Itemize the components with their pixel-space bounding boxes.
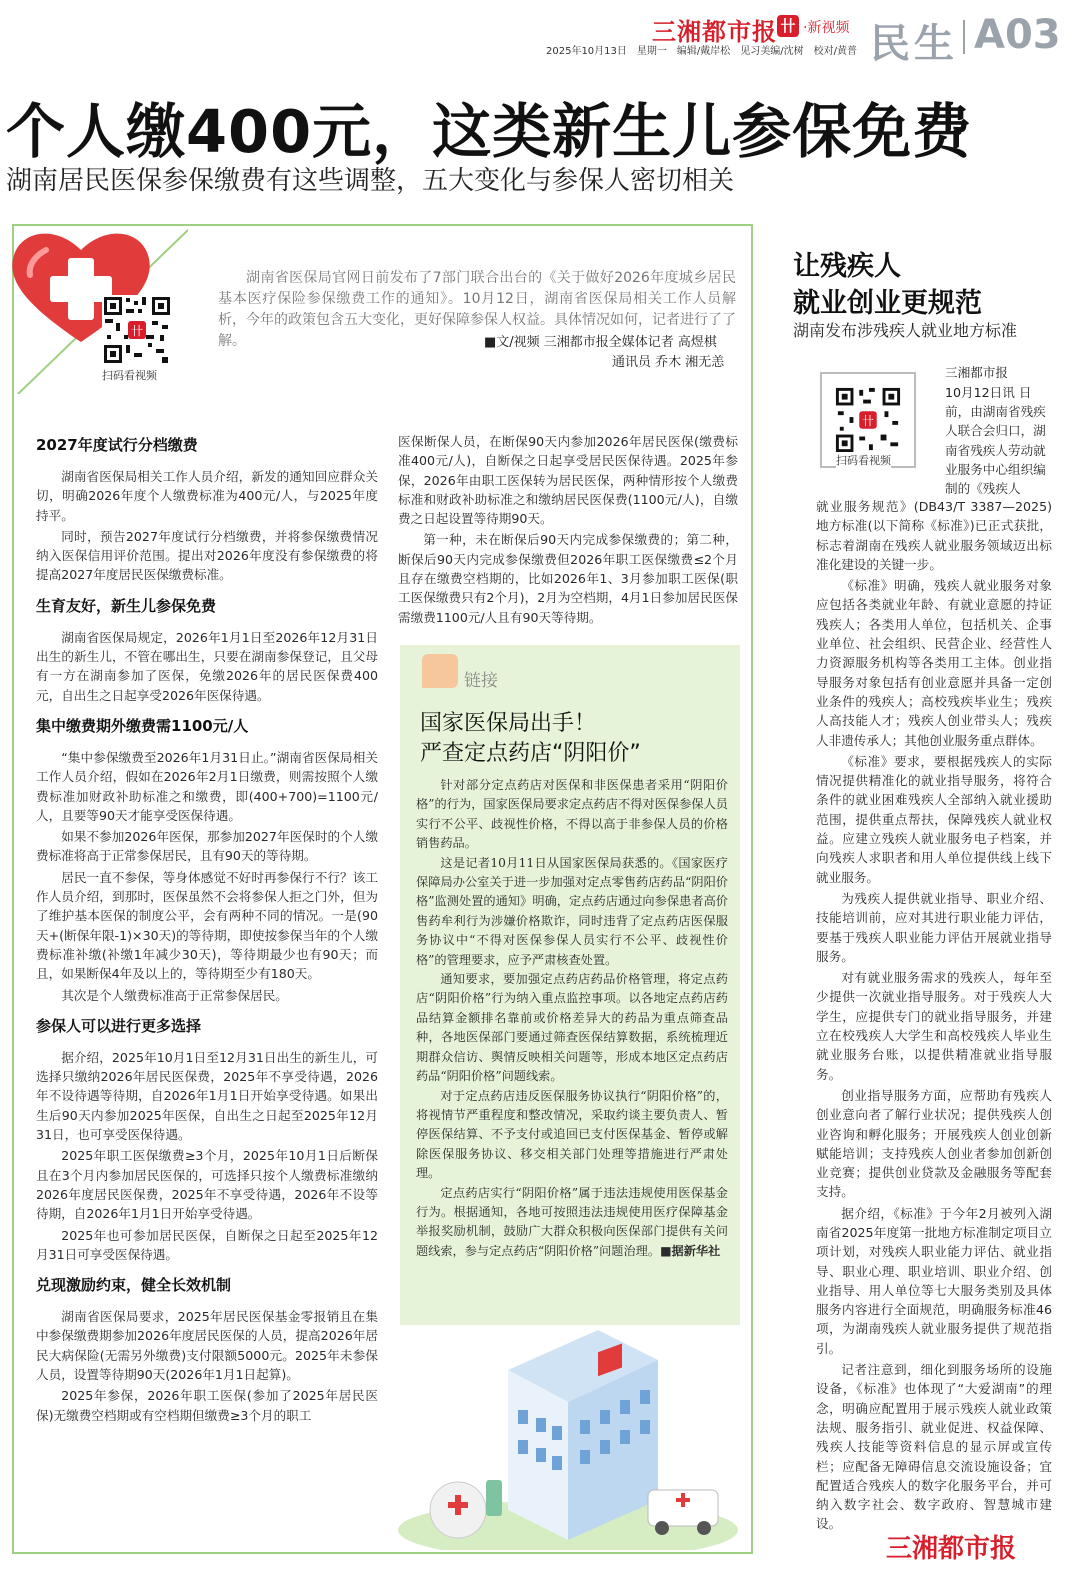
link-paragraph [416, 1184, 728, 1262]
side-article-body [816, 497, 1052, 1536]
link-paragraph: 这是记者10月11日从国家医保局获悉的。《国家医疗保障局办公室关于进一步加强对定点零售药店药品“阴阳价格”监测处置的通知》明确，定点药店通过向参保患者高价售药牟利行为涉嫌价格欺诈，同时违背了定点药店医保服务协议中“不得对医保参保人员实行不公平、歧视性价格”的管理要求，应予严肃核查处置。 [416, 855, 728, 967]
section-heading: 参保人可以进行更多选择 [36, 1016, 202, 1035]
article-paragraph: 湖南省医保局相关工作人员介绍，新发的通知回应群众关切，明确2026年度个人缴费标准为400元/人，与2025年度持平。 [36, 469, 378, 523]
article-paragraph: 湖南省医保局要求，2025年居民医保基金零报销且在集中参保缴费期参加2026年度居民医保的人员，提高2026年居民大病保险(无需另外缴费)支付限额5000元。2025年未参保人员，设置等待期90天(2026年1月1日起算)。 [36, 1309, 378, 1382]
link-body [416, 776, 728, 1261]
article-paragraph: 湖南省医保局规定，2026年1月1日至2026年12月31日出生的新生儿，不管在哪出生，只要在湖南参保登记，且父母有一方在湖南参加了医保，免缴2026年的居民医保费400元，自出生之日起享受2026年医保待遇。 [36, 629, 378, 703]
article-paragraph: 同时，预告2027年度试行分档缴费，并将参保缴费情况纳入医保信用评价范围。提出对2026年度没有参保缴费的将提高2027年度居民医保缴费标准。 [36, 528, 378, 583]
side-paragraph: 创业指导服务方面，应帮助有残疾人创业意向者了解行业状况；提供残疾人创业咨询和孵化服务；开展残疾人创业创新赋能培训；支持残疾人创业者参加创新创业竞赛；提供创业贷款及金融服务等配套支持。 [816, 1087, 1052, 1200]
article-paragraph: 据介绍，2025年10月1日至12月31日出生的新生儿，可选择只缴纳2026年居民医保费，2025年不享受待遇，2026年不设待遇等待期，自2026年1月1日开始享受待遇。如果出生后90天内参加2025年医保，自出生之日起至2025年12月31日，也可享受医保待遇。 [36, 1049, 378, 1143]
issue-info: 2025年10月13日 星期一 编辑/戴岸松 见习美编/沈树 校对/黄普 [546, 46, 858, 57]
article-paragraph: 居民一直不参保，等身体感觉不好时再参保行不行？该工作人员介绍，到那时，医保虽然不会将参保人拒之门外，但为了维护基本医保的制度公平，会有两种不同的情况。一是(90天+(断保年限-1)×30天)的等待期，即使按参保当年的个人缴费标准补缴(补缴1年减少30天)，等待期最少也有90天；而且，如果断保4年及以上的，等待期至少有180天。 [36, 869, 378, 982]
article-paragraph: “集中参保缴费至2026年1月31日止。”湖南省医保局相关工作人员介绍，假如在2026年2月1日缴费，则需按照个人缴费标准加财政补助标准之和缴费，即(400+700)=1100元/人，且要等90天才能享受医保待遇。 [36, 749, 378, 823]
svg-text:卄: 卄 [130, 324, 144, 338]
dateline-date: 10月12日讯 日 [945, 385, 1032, 400]
section-heading: 集中缴费期外缴费需1100元/人 [36, 716, 249, 735]
section-heading: 2027年度试行分档缴费 [36, 436, 198, 454]
byline-correspondent: 通讯员 乔木 湘无恙 [612, 355, 725, 370]
side-article-subtitle: 湖南发布涉残疾人就业地方标准 [793, 321, 1018, 340]
link-paragraph: 对于定点药店违反医保服务协议执行“阴阳价格”的，将视情节严重程度和整改情况，采取约谈主要负责人、暂停医保结算、不予支付或追回已支付医保基金、暂停或解除医保服务协议、移交相关部门处理等措施进行严肃处理。 [416, 1088, 728, 1181]
side-paragraph: 《标准》明确，残疾人就业服务对象应包括各类就业年龄、有就业意愿的持证残疾人；各类用人单位，包括机关、企事业单位、社会组织、民营企业、经营性人力资源服务机构等各类用工主体。创业指导服务对象包括有创业意愿并具备一定创业条件的残疾人；高校残疾毕业生；残疾人高技能人才；残疾人创业带头人；残疾人非遗传承人；其他创业服务重点群体。 [816, 578, 1052, 748]
link-paragraph: 针对部分定点药店对医保和非医保患者采用“阴阳价格”的行为，国家医保局要求定点药店不得对医保参保人员实行不公平、歧视性价格，不得以高于非参保人员的价格销售药品。 [416, 778, 728, 851]
link-source: ■据新华社 [660, 1243, 721, 1258]
side-paragraph: 据介绍，《标准》于今年2月被列入湖南省2025年度第一批地方标准制定项目立项计划，对残疾人职业能力评估、就业指导、职业心理、职业培训、职业介绍、创业指导、用人单位等七大服务类别及具体服务内容进行全面规范，明确服务标准46项，为湖南残疾人就业服务提供了规范指引。 [816, 1205, 1052, 1356]
speech-bubble-icon [422, 654, 458, 688]
side-paragraph: 记者注意到，细化到服务场所的设施设备，《标准》也体现了“大爱湖南”的理念，明确应配置用于展示残疾人就业政策法规、服务指引、就业促进、权益保障、残疾人技能等资料信息的显示屏或宣传栏；应配备无障碍信息交流设施设备；宜配置适合残疾人的数字化服务平台，并可纳入数字社会、数字政府、智慧城市建设。 [816, 1362, 1052, 1532]
dateline-paper: 三湘都市报 [945, 365, 1008, 380]
side-article-lead: 前，由湖南省残疾人联合会归口，湖南省残疾人劳动就业服务中心组织编制的《残疾人 [945, 404, 1046, 497]
page-number: A03 [974, 12, 1061, 58]
qr-code-label: 扫码看视频 [836, 454, 891, 467]
side-article-title-2: 就业创业更规范 [793, 288, 982, 319]
link-paragraph: 通知要求，要加强定点药店药品价格管理，将定点药店“阴阳价格”行为纳入重点监控事项。以各地定点药店药品结算金额排名靠前或价格差异大的药品为重点筛查品种，各地医保部门要通过筛查医保结算数据，系统梳理近期群众信访、舆情反映相关问题等，形成本地区定点药店药品“阴阳价格”问题线索。 [416, 972, 728, 1084]
article-column-1 [36, 424, 378, 1427]
byline-reporter: ■文/视频 三湘都市报全媒体记者 高煜棋 [484, 335, 717, 350]
hospital-illustration [398, 1310, 738, 1550]
paper-name: 三湘都市报 [652, 17, 777, 46]
link-title-line-2: 严查定点药店“阴阳价” [420, 741, 641, 766]
qr-code-icon[interactable] [102, 295, 172, 365]
section-name: 民生 [870, 21, 958, 67]
link-title-line-1: 国家医保局出手！ [420, 711, 597, 736]
link-tag: 链接 [464, 671, 498, 691]
article-paragraph: 2025年参保，2026年职工医保(参加了2025年居民医保)无缴费空档期或有空档期但缴费≥3个月的职工 [36, 1388, 378, 1423]
article-intro: 湖南省医保局官网日前发布了7部门联合出台的《关于做好2026年度城乡居民基本医疗保险参保缴费工作的通知》。10月12日，湖南省医保局相关工作人员解析，今年的政策包含五大变化，更好保障参保人权益。具体情况如何，记者进行了了解。 [218, 270, 736, 349]
article-paragraph: 其次是个人缴费标准高于正常参保居民。 [61, 987, 288, 1003]
article-paragraph: 医保断保人员，在断保90天内参加2026年居民医保(缴费标准400元/人)，自断保之日起享受居民医保待遇。2025年参保，2026年由职工医保转为居民医保，两种情形按个人缴费标准和财政补助标准之和缴纳居民医保费(1100元/人)，自缴费之日起设置等待期90天。 [398, 434, 738, 527]
svg-text:卄: 卄 [862, 413, 874, 428]
side-paragraph: 《标准》要求，要根据残疾人的实际情况提供精准化的就业指导服务，将符合条件的就业困难残疾人全部纳入就业援助范围，提供重点帮扶，保障残疾人就业权益。应建立残疾人就业服务电子档案，并向残疾人求职者和用人单位提供线上线下就业服务。 [816, 753, 1052, 885]
side-paragraph: 对有就业服务需求的残疾人，每年至少提供一次就业指导服务。对于残疾人大学生，应提供专门的就业指导服务，并建立在校残疾人大学生和高校残疾人毕业生就业服务台账，以提供精准就业指导服务。 [816, 970, 1052, 1082]
link-last-text: 定点药店实行“阴阳价格”属于违法违规使用医保基金行为。根据通知，各地可按照违法违规使用医疗保障基金举报奖励机制，鼓励广大群众积极向医保部门提供有关问题线索，参与定点药店“阴阳价格”问题治理。 [416, 1185, 728, 1258]
side-article-title-1: 让残疾人 [793, 251, 901, 282]
article-column-2 [398, 432, 738, 629]
article-paragraph: 2025年也可参加居民医保，自断保之日起至2025年12月31日可享受医保待遇。 [36, 1227, 378, 1262]
paper-logo-icon: 卄 [777, 15, 799, 37]
section-heading: 生育友好，新生儿参保免费 [36, 596, 217, 615]
article-paragraph: 如果不参加2026年医保，那参加2027年医保时的个人缴费标准将高于正常参保居民，且有90天的等待期。 [36, 829, 378, 864]
article-paragraph: 2025年职工医保缴费≥3个月，2025年10月1日后断保且在3个月内参加居民医保的，可选择只按个人缴费标准缴纳2026年度居民医保费，2025年不享受待遇，2026年不设等待期，自2026年1月1日开始享受待遇。 [36, 1148, 378, 1222]
qr-code-label: 扫码看视频 [102, 369, 157, 382]
side-paragraph: 为残疾人提供就业指导、职业介绍、技能培训前，应对其进行职业能力评估，要基于残疾人职业能力评估开展就业指导服务。 [816, 890, 1052, 964]
video-label: ·新视频 [803, 20, 850, 36]
side-paragraph: 就业服务规范》(DB43/T 3387—2025)地方标准(以下简称《标准》)已正式获批，标志着湖南在残疾人就业服务领域迈出标准化建设的关键一步。 [816, 499, 1052, 572]
qr-code-icon[interactable] [834, 386, 902, 454]
footer-paper-logo: 三湘都市报 [886, 1534, 1017, 1564]
subheadline: 湖南居民医保参保缴费有这些调整，五大变化与参保人密切相关 [6, 166, 735, 196]
headline: 个人缴400元，这类新生儿参保免费 [6, 97, 973, 166]
article-paragraph: 第一种，未在断保后90天内完成参保缴费的；第二种，断保后90天内完成参保缴费但2026年职工医保缴费≤2个月且存在缴费空档期的，比如2026年1、3月参加职工医保(职工医保缴费只有2个月)，2月为空档期，4月1日参加居民医保需缴费1100元/人且有90天等待期。 [398, 532, 738, 625]
section-heading: 兑现激励约束，健全长效机制 [36, 1276, 232, 1295]
section-divider [963, 20, 965, 54]
